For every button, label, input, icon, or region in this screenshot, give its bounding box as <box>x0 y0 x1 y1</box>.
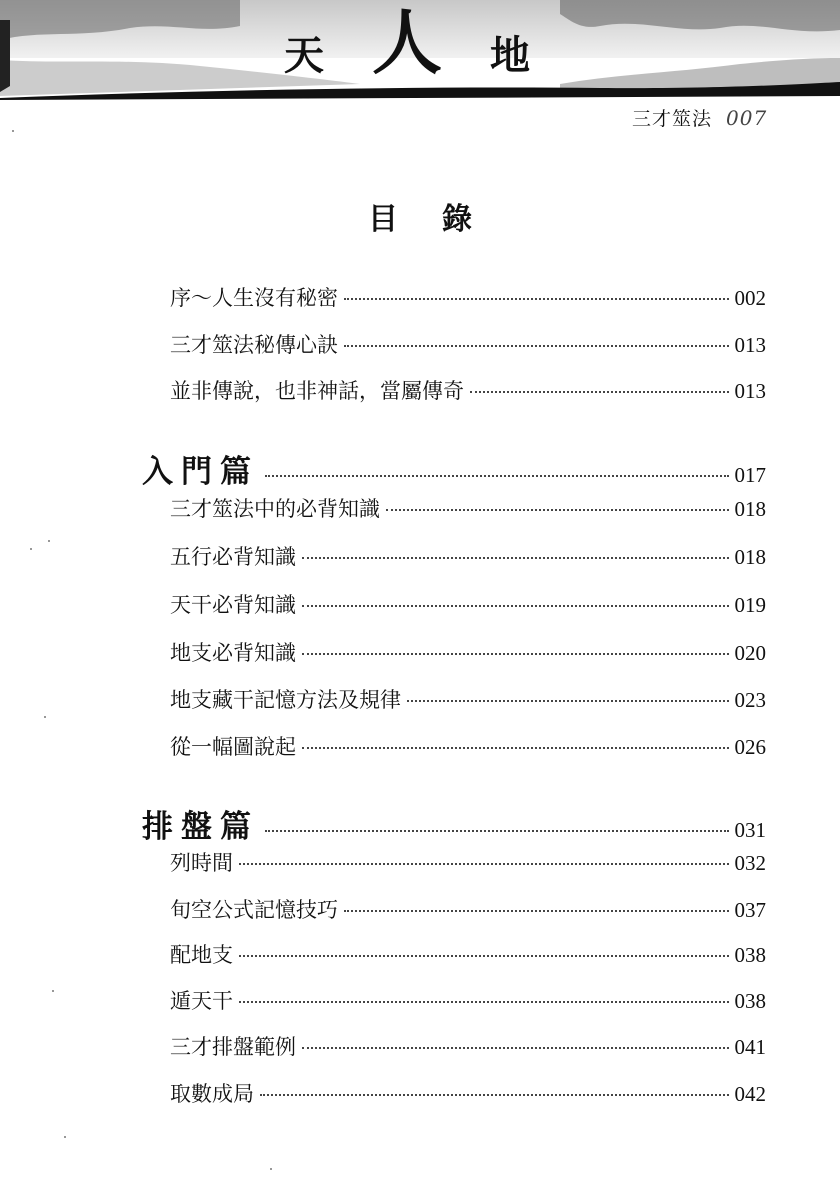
dot-leader <box>470 391 729 393</box>
toc-entry-page: 038 <box>734 989 766 1013</box>
toc-entry-label: 地支必背知識 <box>170 641 296 665</box>
toc-entry-label: 旬空公式記憶技巧 <box>170 898 338 922</box>
toc-entry-page: 038 <box>734 943 766 967</box>
banner-char-heaven: 天 <box>284 32 324 79</box>
dot-leader <box>386 509 729 511</box>
toc-entry-page: 013 <box>734 379 766 403</box>
toc-entry-label: 三才筮法秘傳心訣 <box>170 333 338 357</box>
toc-entry-page: 037 <box>734 898 766 922</box>
toc-entry[interactable] <box>170 589 766 625</box>
toc-entry[interactable] <box>170 1078 766 1114</box>
toc-entry[interactable] <box>170 731 766 767</box>
toc-heading-char-1: 目 <box>368 202 398 237</box>
toc-entry-label: 三才排盤範例 <box>170 1035 296 1059</box>
section-page: 017 <box>734 463 766 487</box>
toc-entry-page: 020 <box>734 641 766 665</box>
banner-char-earth: 地 <box>490 32 530 79</box>
toc-entry-page: 042 <box>734 1082 766 1106</box>
toc-heading <box>0 194 840 238</box>
toc-section-heading[interactable] <box>142 446 766 490</box>
toc-entry-page: 023 <box>734 688 766 712</box>
toc-entry[interactable] <box>170 1031 766 1067</box>
dot-leader <box>302 747 729 749</box>
section-title: 入門篇 <box>142 454 259 490</box>
dot-leader <box>344 298 729 300</box>
dot-leader <box>239 1001 729 1003</box>
toc-entry-label: 三才筮法中的必背知識 <box>170 497 380 521</box>
toc-entry-page: 032 <box>734 851 766 875</box>
toc-entry-page: 026 <box>734 735 766 759</box>
toc-entry[interactable] <box>170 637 766 673</box>
toc-entry[interactable] <box>170 541 766 577</box>
toc-section-heading[interactable] <box>142 801 766 845</box>
dot-leader <box>302 557 729 559</box>
dot-leader <box>407 700 729 702</box>
toc-entry-label: 取數成局 <box>170 1082 254 1106</box>
dot-leader <box>302 653 729 655</box>
toc-entry[interactable] <box>170 493 766 529</box>
toc-entry-page: 041 <box>734 1035 766 1059</box>
toc-entry[interactable] <box>170 282 766 318</box>
dot-leader <box>239 955 729 957</box>
toc-entry[interactable] <box>170 985 766 1021</box>
scan-speck <box>64 1136 66 1138</box>
toc-entry[interactable] <box>170 894 766 930</box>
toc-heading-char-2: 錄 <box>442 202 472 237</box>
running-head-title: 三才筮法 <box>632 108 713 130</box>
dot-leader <box>239 863 729 865</box>
toc-entry[interactable] <box>170 684 766 720</box>
section-title: 排盤篇 <box>142 809 259 845</box>
toc-entry-label: 天干必背知識 <box>170 593 296 617</box>
scan-speck <box>270 1168 272 1170</box>
dot-leader <box>344 910 729 912</box>
toc-entry[interactable] <box>170 939 766 975</box>
toc-entry-page: 018 <box>734 545 766 569</box>
header-banner <box>0 0 840 100</box>
page-number: 007 <box>726 106 768 130</box>
section-page: 031 <box>734 818 766 842</box>
toc-entry-label: 遁天干 <box>170 989 233 1013</box>
dot-leader <box>265 830 729 832</box>
scan-speck <box>52 990 54 992</box>
running-head <box>632 104 767 131</box>
toc-entry-label: 並非傳說，也非神話，當屬傳奇 <box>170 379 464 403</box>
dot-leader <box>344 345 729 347</box>
scan-speck <box>12 130 14 132</box>
dot-leader <box>265 475 729 477</box>
toc-entry-label: 五行必背知識 <box>170 545 296 569</box>
toc-entry[interactable] <box>170 847 766 883</box>
scan-speck <box>30 548 32 550</box>
toc-entry-page: 002 <box>734 286 766 310</box>
dot-leader <box>302 1047 729 1049</box>
scan-speck <box>44 716 46 718</box>
toc-entry-label: 列時間 <box>170 851 233 875</box>
dot-leader <box>302 605 729 607</box>
banner-title <box>0 1 840 92</box>
toc-entry[interactable] <box>170 375 766 411</box>
dot-leader <box>260 1094 729 1096</box>
toc-entry-label: 從一幅圖說起 <box>170 735 296 759</box>
banner-char-human: 人 <box>372 1 442 84</box>
scan-speck <box>48 540 50 542</box>
toc-entry-page: 019 <box>734 593 766 617</box>
toc-entry-page: 013 <box>734 333 766 357</box>
toc-entry-label: 配地支 <box>170 943 233 967</box>
toc-entry-label: 地支藏干記憶方法及規律 <box>170 688 401 712</box>
toc-entry-label: 序～人生沒有秘密 <box>170 286 338 310</box>
toc-entry-page: 018 <box>734 497 766 521</box>
toc-entry[interactable] <box>170 329 766 365</box>
